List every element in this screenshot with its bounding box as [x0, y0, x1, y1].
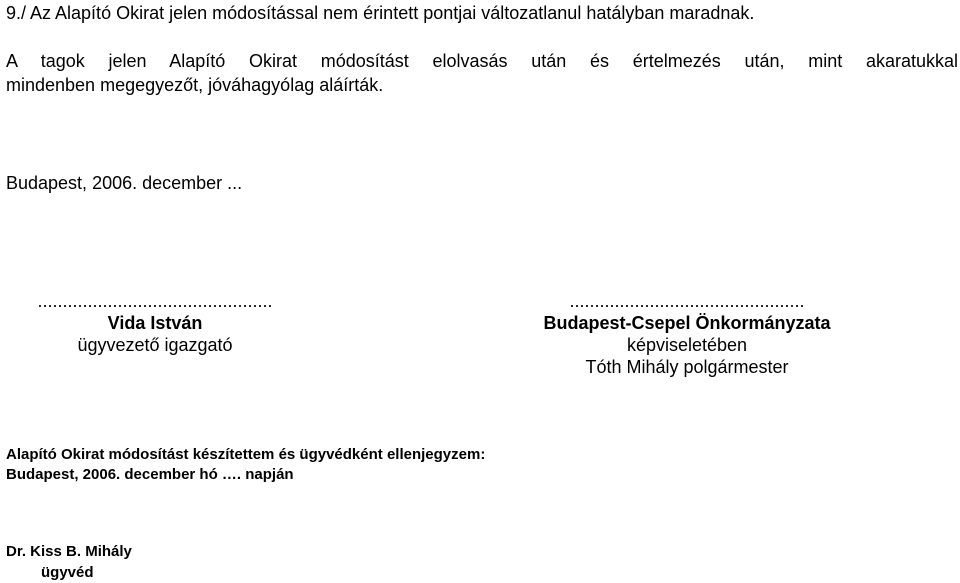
- signature-line: ...............................................: [569, 291, 805, 311]
- lawyer-name: Dr. Kiss B. Mihály: [6, 543, 132, 560]
- signatory-person: Tóth Mihály polgármester: [585, 357, 789, 377]
- signature-line: ...............................................: [37, 291, 273, 311]
- signatory-name: Budapest-Csepel Önkormányzata: [543, 313, 831, 333]
- lawyer-title: ügyvéd: [41, 564, 94, 581]
- signature-block-right: [527, 290, 847, 378]
- place-date: Budapest, 2006. december ...: [6, 173, 243, 193]
- signatory-title: ügyvezető igazgató: [77, 335, 233, 355]
- closing-statement-line-2: mindenben megegyezőt, jóváhagyólag aláírták.: [6, 75, 384, 95]
- clause-9-text: 9./ Az Alapító Okirat jelen módosítással nem érintett pontjai változatlanul hatályban maradnak.: [6, 3, 755, 23]
- signatory-role: képviseletében: [626, 335, 748, 355]
- signature-block-left: [6, 290, 304, 356]
- closing-statement-line-1: A tagok jelen Alapító Okirat módosítást elolvasás után és értelmezés után, mint akaratukkal: [6, 51, 958, 71]
- countersign-statement: Alapító Okirat módosítást készítettem és ügyvédként ellenjegyzem:: [6, 446, 486, 463]
- signatory-name: Vida István: [107, 313, 203, 333]
- countersign-date: Budapest, 2006. december hó …. napján: [6, 466, 294, 483]
